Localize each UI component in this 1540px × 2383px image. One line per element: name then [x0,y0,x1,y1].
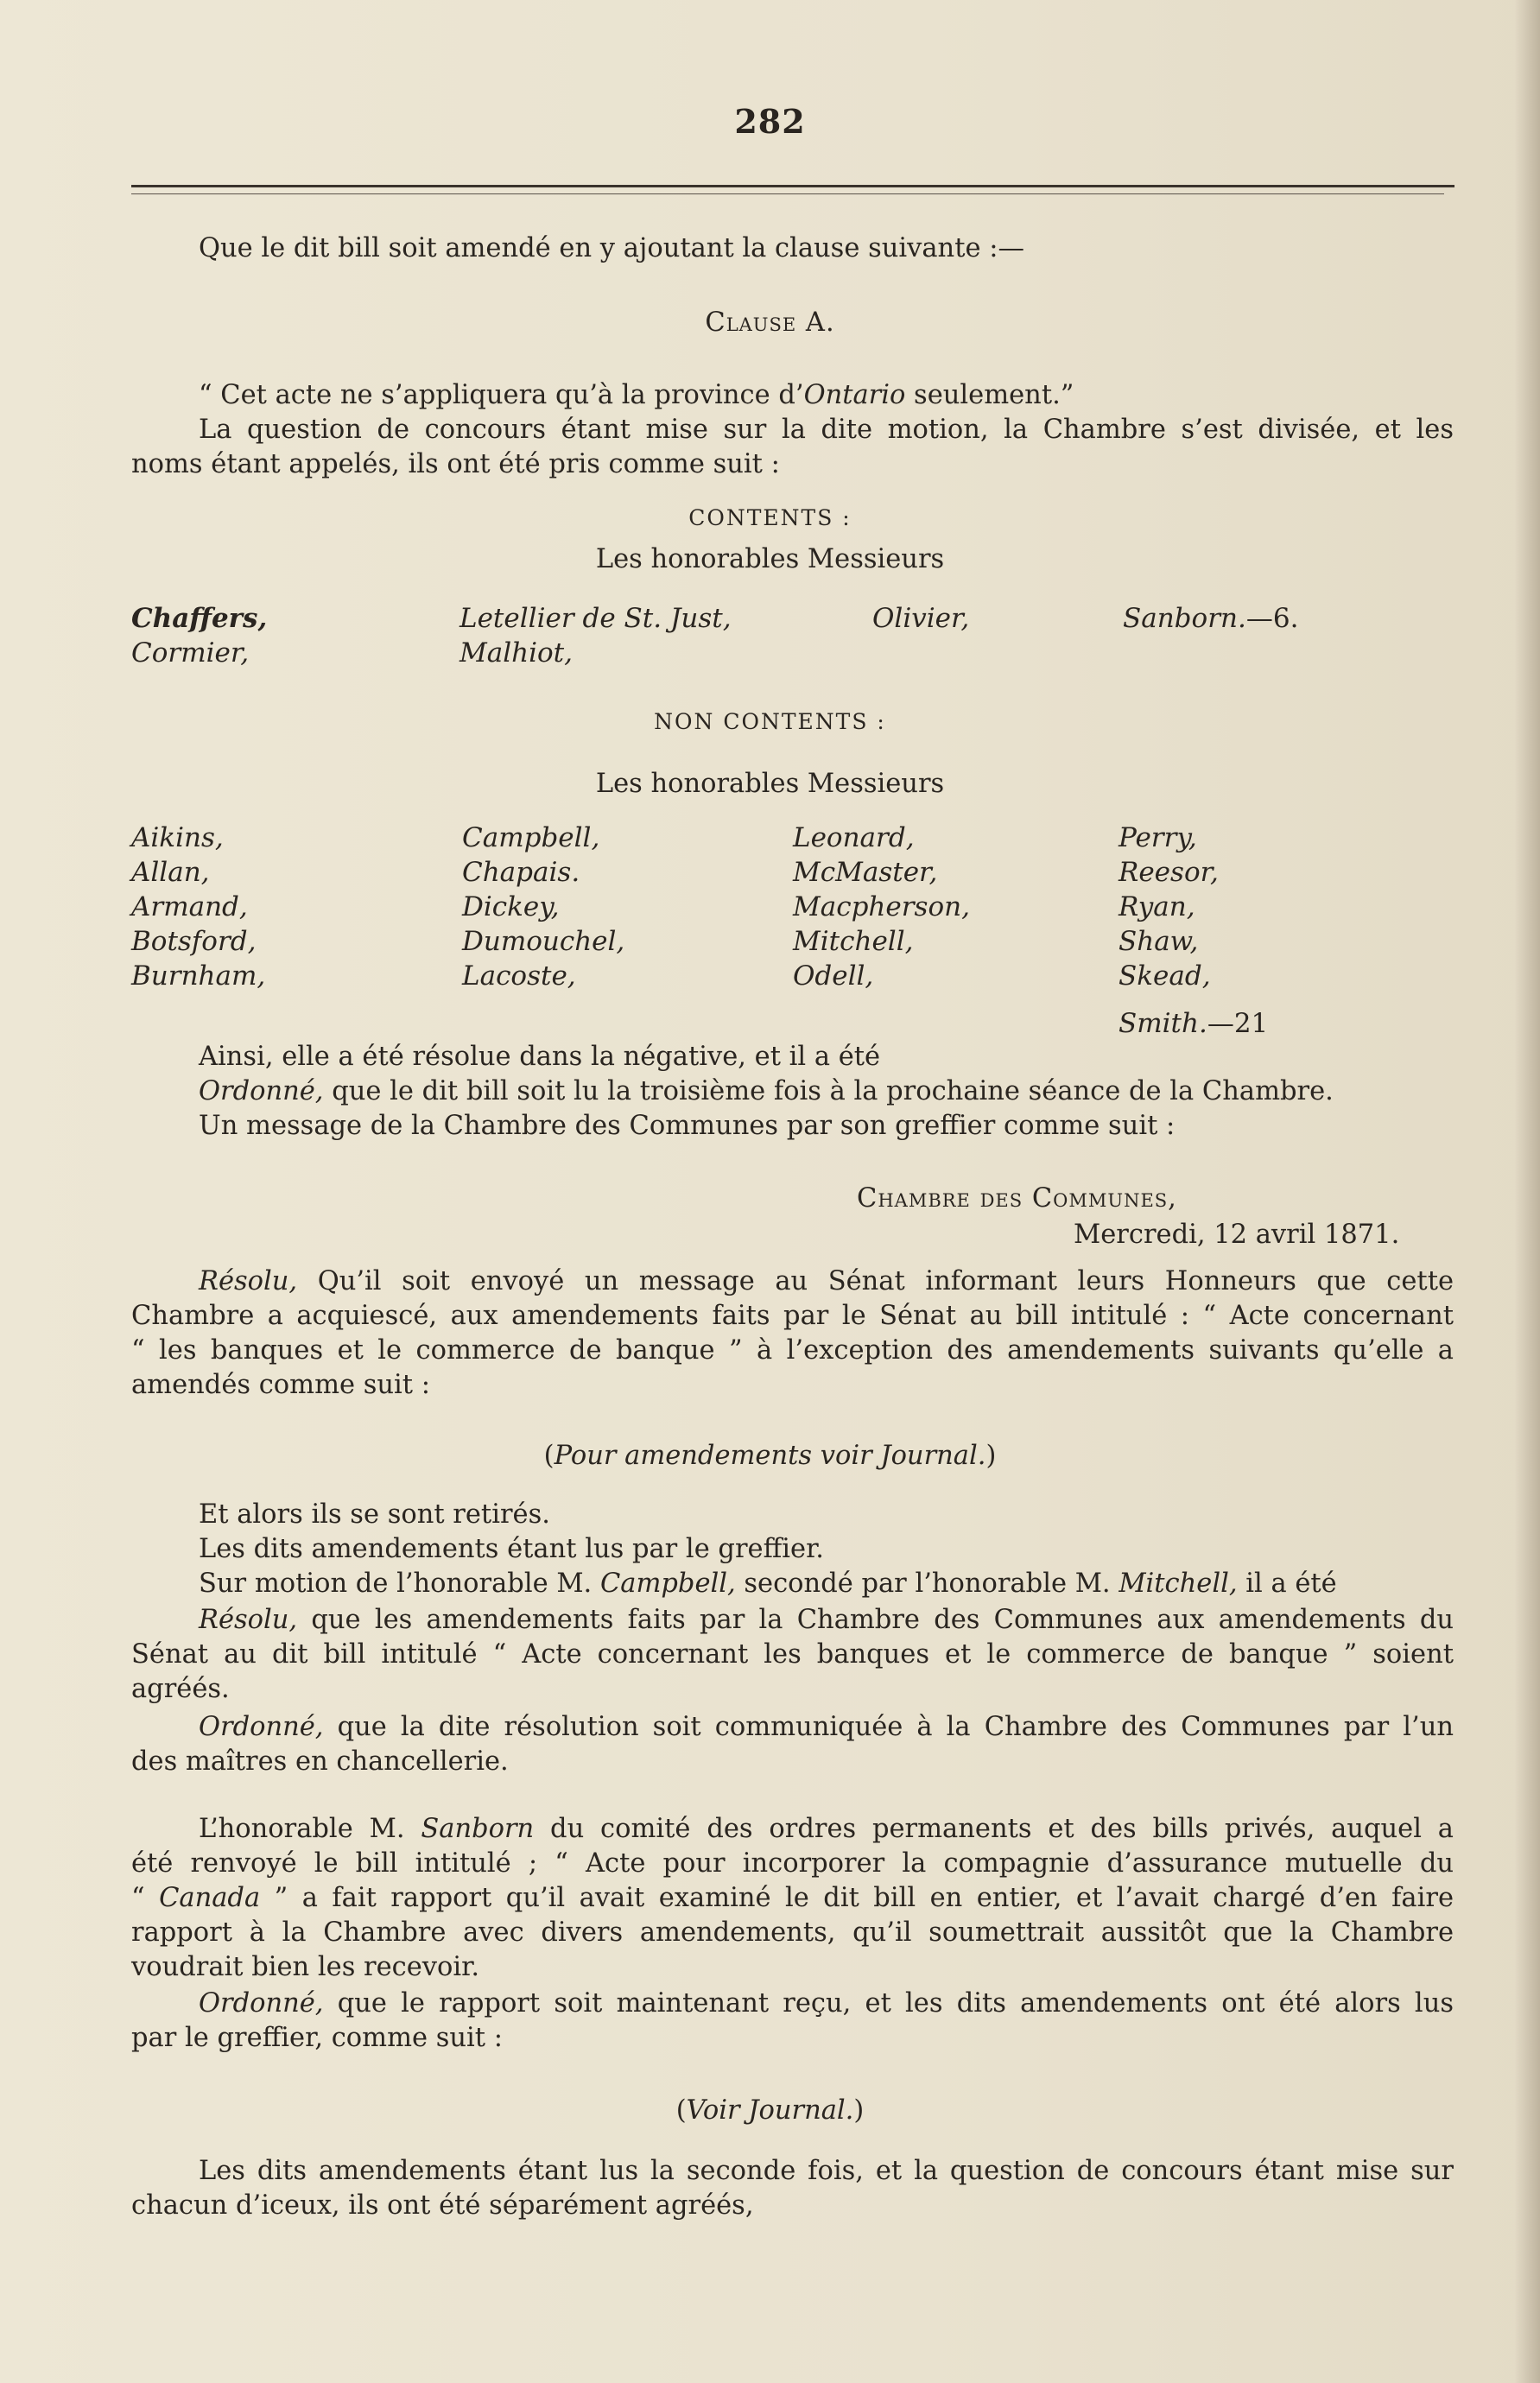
motion-text: Sur motion de l’honorable M. [199,1569,600,1599]
question-line-2: noms étant appelés, ils ont été pris comme suit : [131,449,780,479]
contents-name-last [1123,601,1298,636]
sanborn-line-1 [199,1812,1454,1847]
header-rule [131,185,1454,187]
resolu-label: Résolu, [199,1605,298,1635]
clause-text-after: seulement.” [905,380,1074,410]
contents-name: Sanborn. [1123,603,1246,634]
clause-text [199,378,1074,413]
quote-open: “ [131,1883,160,1913]
non-contents-name: Macpherson, [793,891,970,922]
resolu-1-line-1 [199,1264,1454,1299]
chamber-name: Chambre des Communes, [857,1183,1177,1214]
ordonne-2-line-1 [199,1710,1454,1745]
resolu-1-line-4: amendés comme suit : [131,1370,431,1400]
non-contents-name: Aikins, [131,822,224,853]
amendments-reference [0,1439,1540,1474]
paren-open: ( [543,1441,555,1471]
contents-name: Cormier, [131,637,250,669]
non-contents-name: Campbell, [462,822,600,853]
contents-name: Olivier, [872,603,970,634]
ordonne-3-line-2: par le greffier, comme suit : [131,2023,504,2053]
non-contents-name: Mitchell, [793,926,914,957]
resolu-label: Résolu, [199,1266,298,1296]
contents-total: —6. [1245,603,1299,634]
non-contents-name: Reesor, [1119,857,1219,888]
sanborn-name: Sanborn [421,1814,535,1844]
non-contents-name: Dickey, [462,891,560,922]
non-contents-total: —21 [1207,1008,1269,1039]
ordonne-3-text: que le rapport soit maintenant reçu, et les dits amendements ont été alors lus [323,1988,1454,2019]
message-line: Un message de la Chambre des Communes par son greffier comme suit : [199,1111,1176,1141]
non-contents-name: Shaw, [1119,926,1199,957]
paren-close: ) [985,1441,997,1471]
company-name: Canada [159,1883,261,1913]
journal-reference [0,2094,1540,2128]
resolu-1-text: Qu’il soit envoyé un message au Sénat informant leurs Honneurs que cette [297,1266,1454,1296]
non-contents-name: Smith. [1119,1008,1207,1039]
result-line: Ainsi, elle a été résolue dans la négative, et il a été [199,1042,881,1072]
ordonne-3-line-1 [199,1987,1454,2021]
clause-text-before: “ Cet acte ne s’appliquera qu’à la province d’ [199,380,804,410]
non-contents-name-last [1119,1006,1268,1041]
paren-open: ( [675,2095,687,2126]
final-line-1: Les dits amendements étant lus la seconde fois, et la question de concours étant mise sur [199,2156,1454,2186]
non-contents-name: Botsford, [131,926,257,957]
non-contents-name: Burnham, [131,960,266,992]
contents-name: Letellier de St. Just, [459,603,732,634]
motion-text: secondé par l’honorable M. [735,1569,1119,1599]
header-rule-thin [131,193,1444,194]
ordonne-label: Ordonné, [199,1076,324,1106]
sanborn-line-5: voudrait bien les recevoir. [131,1952,480,1982]
clause-text-province: Ontario [803,380,906,410]
contents-subheading: Les honorables Messieurs [595,544,945,574]
motion-line [199,1567,1337,1601]
ordonne-text: que le dit bill soit lu la troisième fois à la prochaine séance de la Chambre. [323,1076,1334,1106]
clause-title: Clause A. [705,307,835,338]
page-edge-shadow [1514,0,1540,2383]
non-contents-name: Lacoste, [462,960,576,992]
motion-seconder: Mitchell, [1119,1569,1238,1599]
contents-name: Chaffers, [131,603,268,634]
resolu-1-line-3: “ les banques et le commerce de banque ” à l’exception des amendements suivants qu’elle a [131,1335,1454,1366]
non-contents-name: Allan, [131,857,210,888]
sanborn-text: a fait rapport qu’il avait examiné le dit bill en entier, et l’avait chargé d’en faire [301,1883,1454,1913]
ordonne-label: Ordonné, [199,1988,324,2019]
non-contents-name: Dumouchel, [462,926,625,957]
non-contents-subheading: Les honorables Messieurs [595,769,945,799]
sanborn-text: L’honorable M. [199,1814,421,1844]
ordonne-line-1 [199,1074,1334,1109]
resolu-2-line-1 [199,1603,1454,1638]
non-contents-name: Skead, [1119,960,1211,992]
resolu-2-line-3: agréés. [131,1674,230,1704]
non-contents-name: McMaster, [793,857,938,888]
sanborn-line-2: été renvoyé le bill intitulé ; “ Acte pour incorporer la compagnie d’assurance mutuelle du [131,1848,1454,1879]
non-contents-name: Armand, [131,891,248,922]
resolu-2-line-2: Sénat au dit bill intitulé “ Acte concernant les banques et le commerce de banque ” soient [131,1639,1454,1670]
non-contents-name: Perry, [1119,822,1197,853]
sanborn-line-4: rapport à la Chambre avec divers amendements, qu’il soumettrait aussitôt que la Chambre [131,1917,1454,1948]
chamber-date: Mercredi, 12 avril 1871. [1074,1220,1400,1250]
contents-heading: CONTENTS : [688,505,852,530]
page-number: 282 [734,102,806,141]
non-contents-name: Odell, [793,960,874,992]
paren-close: ) [853,2095,865,2126]
contents-name: Malhiot, [459,637,573,669]
retires-line: Et alors ils se sont retirés. [199,1499,550,1530]
lus-line: Les dits amendements étant lus par le greffier. [199,1534,824,1564]
journal-reference-text: Voir Journal. [686,2095,854,2126]
intro-line: Que le dit bill soit amendé en y ajoutant la clause suivante :— [199,233,1024,263]
motion-text: il a été [1237,1569,1337,1599]
amendments-reference-text: Pour amendements voir Journal. [554,1441,986,1471]
quote-close: ” [260,1883,302,1913]
question-line-1: La question de concours étant mise sur la dite motion, la Chambre s’est divisée, et les [199,415,1454,445]
sanborn-text: du comité des ordres permanents et des bills privés, auquel a [534,1814,1454,1844]
non-contents-name: Leonard, [793,822,915,853]
final-line-2: chacun d’iceux, ils ont été séparément agréés, [131,2190,754,2221]
motion-mover: Campbell, [599,1569,736,1599]
resolu-1-line-2: Chambre a acquiescé, aux amendements faits par le Sénat au bill intitulé : “ Acte concernant [131,1301,1454,1331]
resolu-2-text: que les amendements faits par la Chambre des Communes aux amendements du [297,1605,1454,1635]
non-contents-name: Chapais. [462,857,580,888]
non-contents-heading: NON CONTENTS : [654,709,886,734]
ordonne-label: Ordonné, [199,1712,324,1742]
ordonne-2-line-2: des maîtres en chancellerie. [131,1746,509,1777]
ordonne-2-text: que la dite résolution soit communiquée à la Chambre des Communes par l’un [323,1712,1454,1742]
non-contents-name: Ryan, [1119,891,1195,922]
sanborn-line-3 [131,1881,1454,1916]
